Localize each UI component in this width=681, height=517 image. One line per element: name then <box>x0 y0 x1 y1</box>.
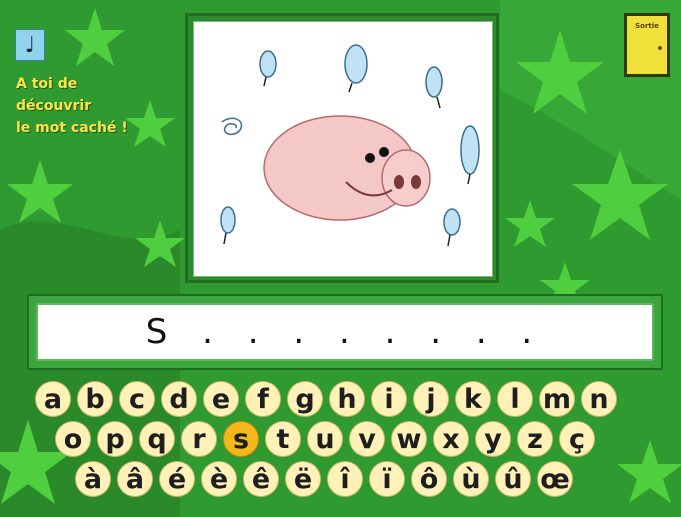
letter-key-î[interactable]: î <box>327 461 363 497</box>
picture-frame <box>185 13 499 283</box>
instruction-line-2: découvrir <box>16 98 92 114</box>
letter-key-h[interactable]: h <box>329 381 365 417</box>
pig-illustration <box>194 22 492 276</box>
door-knob-icon <box>658 46 662 50</box>
letter-key-w[interactable]: w <box>391 421 427 457</box>
letter-key-e[interactable]: e <box>203 381 239 417</box>
pig-nostril-right <box>411 175 421 189</box>
instruction-text <box>16 73 176 139</box>
pig-snout <box>382 150 430 206</box>
picture-panel <box>193 21 493 277</box>
letter-key-f[interactable]: f <box>245 381 281 417</box>
letter-key-g[interactable]: g <box>287 381 323 417</box>
letter-key-c[interactable]: c <box>119 381 155 417</box>
letter-key-o[interactable]: o <box>55 421 91 457</box>
pig-nostril-left <box>394 175 404 189</box>
letter-key-x[interactable]: x <box>433 421 469 457</box>
letter-key-ô[interactable]: ô <box>411 461 447 497</box>
letter-key-œ[interactable]: œ <box>537 461 573 497</box>
letter-key-v[interactable]: v <box>349 421 385 457</box>
letter-key-z[interactable]: z <box>517 421 553 457</box>
answer-field <box>36 303 654 361</box>
letter-key-k[interactable]: k <box>455 381 491 417</box>
hidden-word-display: S . . . . . . . . <box>145 312 545 352</box>
letter-key-t[interactable]: t <box>265 421 301 457</box>
letter-key-r[interactable]: r <box>181 421 217 457</box>
letter-key-à[interactable]: à <box>75 461 111 497</box>
letter-key-â[interactable]: â <box>117 461 153 497</box>
pig-eye-left <box>365 153 375 163</box>
letter-key-p[interactable]: p <box>97 421 133 457</box>
letter-key-l[interactable]: l <box>497 381 533 417</box>
letter-key-u[interactable]: u <box>307 421 343 457</box>
letter-key-n[interactable]: n <box>581 381 617 417</box>
letter-key-ê[interactable]: ê <box>243 461 279 497</box>
letter-key-a[interactable]: a <box>35 381 71 417</box>
letter-key-q[interactable]: q <box>139 421 175 457</box>
letter-key-ï[interactable]: ï <box>369 461 405 497</box>
answer-bar <box>27 294 663 370</box>
letter-key-ç[interactable]: ç <box>559 421 595 457</box>
letter-key-é[interactable]: é <box>159 461 195 497</box>
music-note-icon: ♩ <box>24 32 36 58</box>
pig-eye-right <box>379 147 389 157</box>
letter-key-i[interactable]: i <box>371 381 407 417</box>
letter-key-j[interactable]: j <box>413 381 449 417</box>
exit-door-button[interactable] <box>624 13 670 77</box>
letter-key-û[interactable]: û <box>495 461 531 497</box>
letter-key-è[interactable]: è <box>201 461 237 497</box>
letter-key-s[interactable]: s <box>223 421 259 457</box>
instruction-line-3: le mot caché ! <box>16 120 128 136</box>
letter-key-m[interactable]: m <box>539 381 575 417</box>
music-note-button[interactable] <box>15 29 45 61</box>
letter-key-ë[interactable]: ë <box>285 461 321 497</box>
letter-key-y[interactable]: y <box>475 421 511 457</box>
instruction-line-1: A toi de <box>16 76 78 92</box>
letter-key-d[interactable]: d <box>161 381 197 417</box>
letter-key-ù[interactable]: ù <box>453 461 489 497</box>
letter-key-b[interactable]: b <box>77 381 113 417</box>
exit-label: Sortie <box>635 22 659 30</box>
